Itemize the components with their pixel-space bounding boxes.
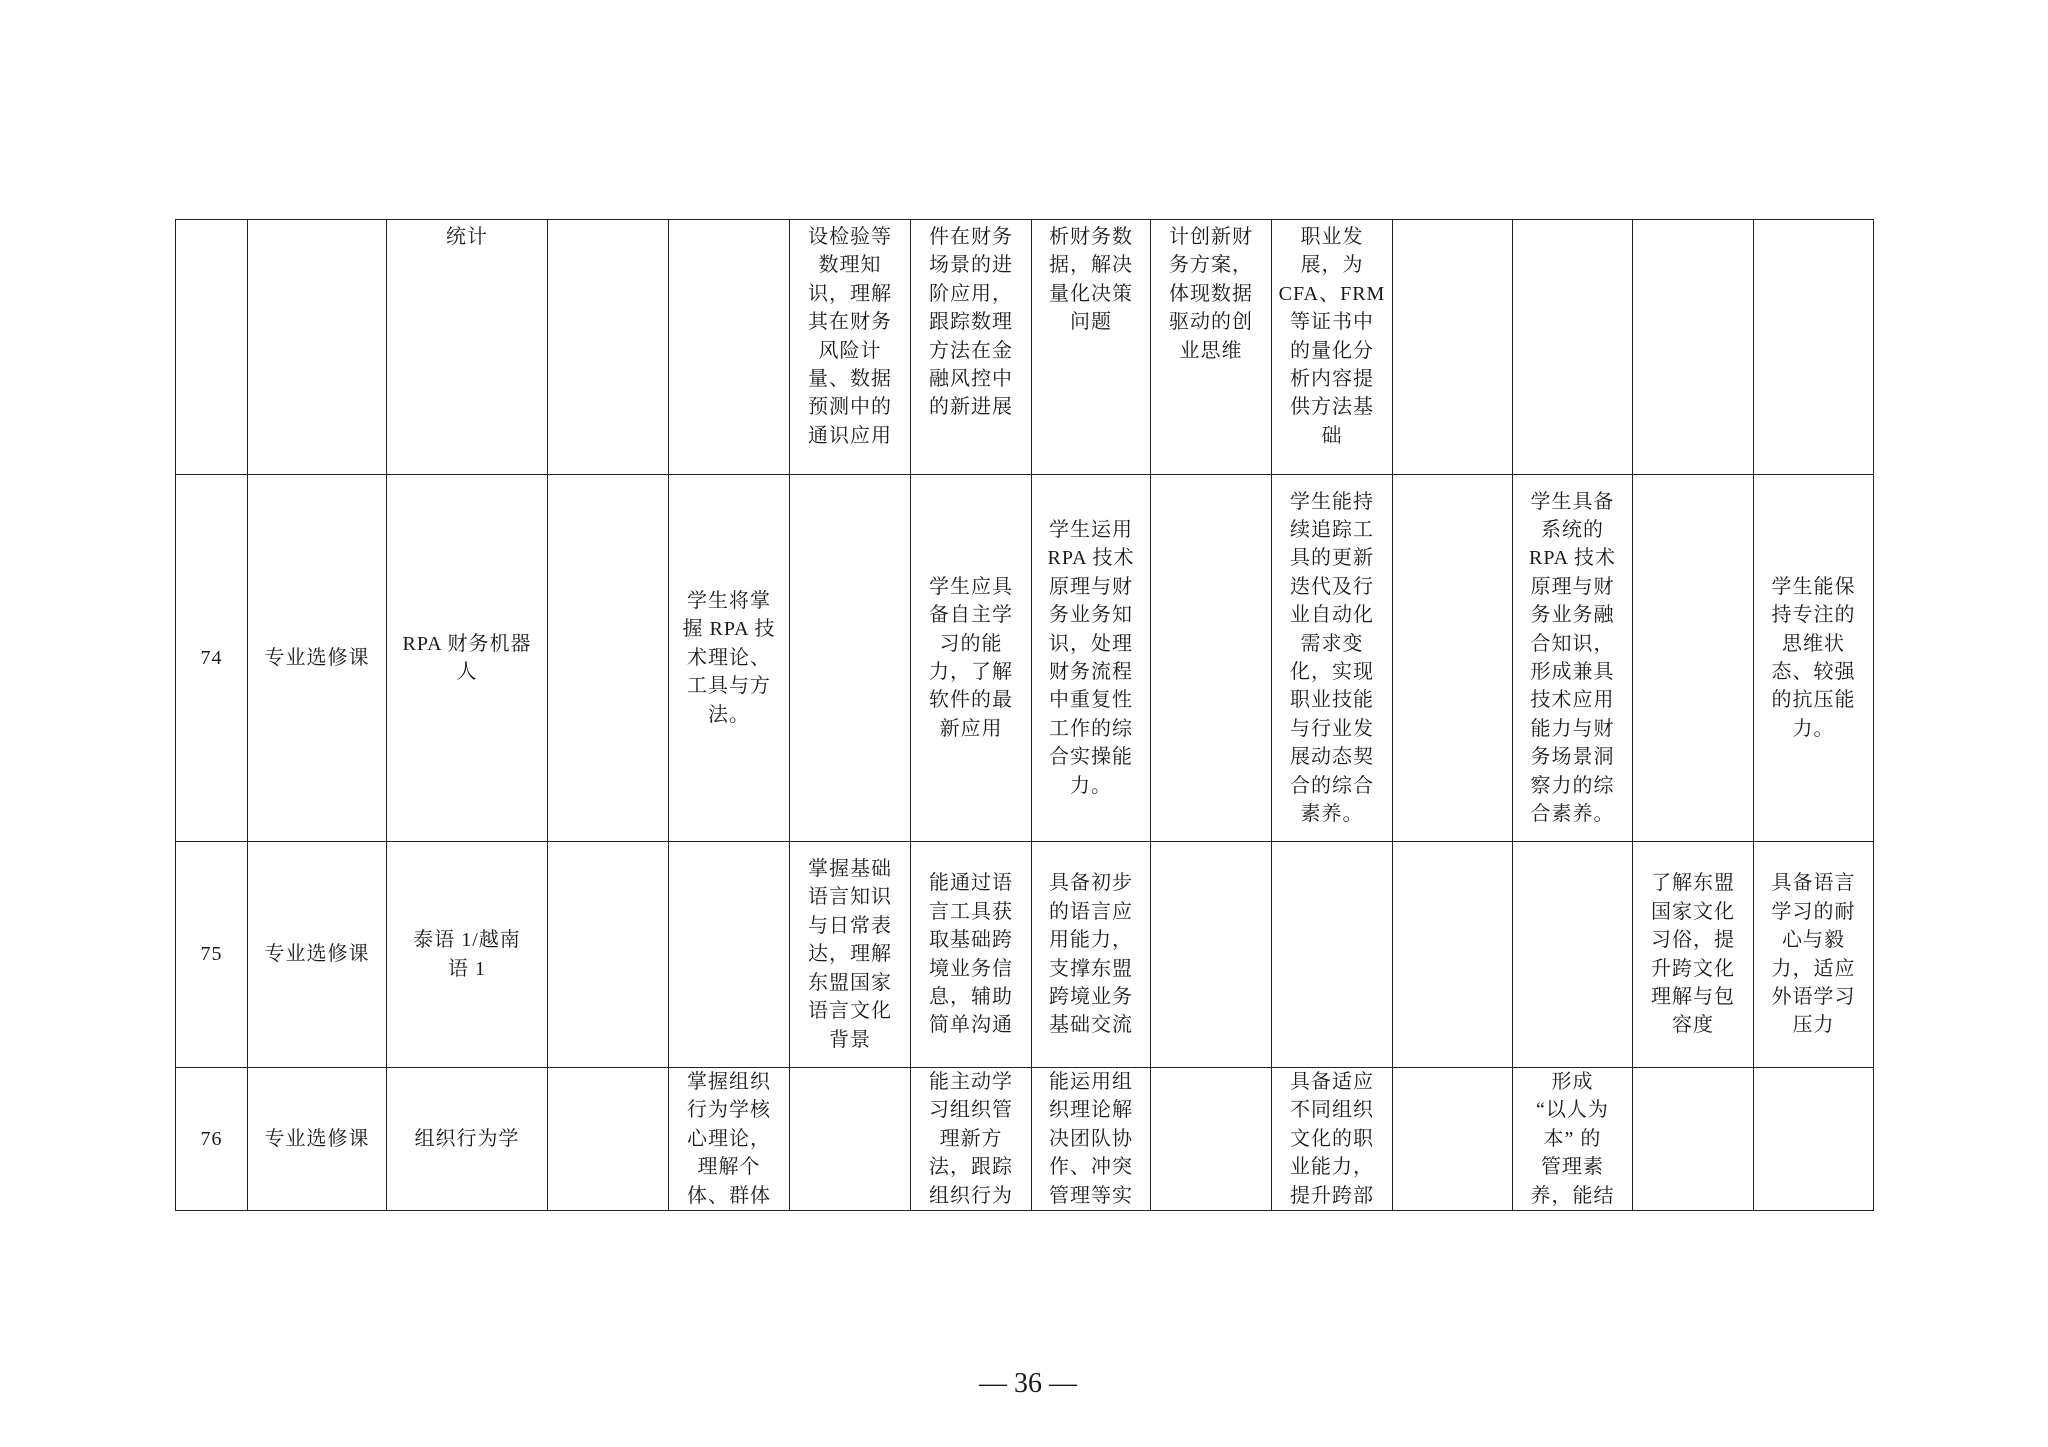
course-type-cell — [248, 220, 387, 475]
table-row — [176, 475, 1874, 842]
course-type-cell: 专业选修课 — [248, 842, 387, 1068]
table-cell — [1513, 842, 1633, 1068]
table-cell: 设检验等 数理知 识，理解 其在财务 风险计 量、数据 预测中的 通识应用 — [790, 220, 911, 475]
table-cell: 计创新财 务方案， 体现数据 驱动的创 业思维 — [1151, 220, 1272, 475]
table-cell — [1633, 475, 1754, 842]
table-cell — [1513, 220, 1633, 475]
course-type-cell: 专业选修课 — [248, 1068, 387, 1211]
table-cell: 掌握组织 行为学核 心理论， 理解个 体、群体 — [669, 1068, 790, 1211]
table-cell — [1151, 475, 1272, 842]
table-cell — [548, 475, 669, 842]
table-cell: 形成 “以人为 本” 的 管理素 养，能结 — [1513, 1068, 1633, 1211]
table-cell: 学生将掌 握 RPA 技 术理论、 工具与方 法。 — [669, 475, 790, 842]
table-cell: 学生能持 续追踪工 具的更新 迭代及行 业自动化 需求变 化，实现 职业技能 与行业发 展动态契 合的综合 素养。 — [1272, 475, 1393, 842]
course-table — [175, 219, 1874, 1211]
row-number-cell: 74 — [176, 475, 248, 842]
table-cell — [1393, 475, 1513, 842]
table-cell — [669, 220, 790, 475]
table-cell — [1633, 1068, 1754, 1211]
table-cell — [669, 842, 790, 1068]
table-cell — [548, 842, 669, 1068]
course-name-cell: 组织行为学 — [387, 1068, 548, 1211]
table-cell: 职业发 展，为 CFA、FRM 等证书中 的量化分 析内容提 供方法基 础 — [1272, 220, 1393, 475]
course-name-cell: RPA 财务机器 人 — [387, 475, 548, 842]
table-cell: 具备语言 学习的耐 心与毅 力，适应 外语学习 压力 — [1754, 842, 1874, 1068]
table-cell: 具备初步 的语言应 用能力， 支撑东盟 跨境业务 基础交流 — [1032, 842, 1151, 1068]
table-row — [176, 842, 1874, 1068]
table-cell: 学生应具 备自主学 习的能 力，了解 软件的最 新应用 — [911, 475, 1032, 842]
page-number: — 36 — — [979, 1368, 1077, 1399]
row-number-cell: 75 — [176, 842, 248, 1068]
table-row — [176, 220, 1874, 475]
course-type-cell: 专业选修课 — [248, 475, 387, 842]
table-cell — [1754, 1068, 1874, 1211]
table-cell: 学生能保 持专注的 思维状 态、较强 的抗压能 力。 — [1754, 475, 1874, 842]
row-number-cell — [176, 220, 248, 475]
table-cell — [1633, 220, 1754, 475]
table-row — [176, 1068, 1874, 1211]
table-cell: 能通过语 言工具获 取基础跨 境业务信 息，辅助 简单沟通 — [911, 842, 1032, 1068]
row-number-cell: 76 — [176, 1068, 248, 1211]
table-cell — [1754, 220, 1874, 475]
table-cell — [1272, 842, 1393, 1068]
course-name-cell: 泰语 1/越南 语 1 — [387, 842, 548, 1068]
table-cell: 具备适应 不同组织 文化的职 业能力， 提升跨部 — [1272, 1068, 1393, 1211]
table-cell: 了解东盟 国家文化 习俗，提 升跨文化 理解与包 容度 — [1633, 842, 1754, 1068]
table-cell: 学生运用 RPA 技术 原理与财 务业务知 识，处理 财务流程 中重复性 工作的综 合实操能 力。 — [1032, 475, 1151, 842]
table-cell — [1393, 842, 1513, 1068]
table-cell: 掌握基础 语言知识 与日常表 达，理解 东盟国家 语言文化 背景 — [790, 842, 911, 1068]
table-cell — [1393, 1068, 1513, 1211]
table-cell — [548, 220, 669, 475]
table-cell: 能主动学 习组织管 理新方 法，跟踪 组织行为 — [911, 1068, 1032, 1211]
table-cell — [1151, 1068, 1272, 1211]
table-cell — [1151, 842, 1272, 1068]
table-cell — [790, 1068, 911, 1211]
table-cell: 件在财务 场景的进 阶应用， 跟踪数理 方法在金 融风控中 的新进展 — [911, 220, 1032, 475]
course-name-cell: 统计 — [387, 220, 548, 475]
table-cell — [1393, 220, 1513, 475]
table-cell — [548, 1068, 669, 1211]
table-cell: 能运用组 织理论解 决团队协 作、冲突 管理等实 — [1032, 1068, 1151, 1211]
table-cell — [790, 475, 911, 842]
table-cell: 学生具备 系统的 RPA 技术 原理与财 务业务融 合知识， 形成兼具 技术应用 能力与财 务场景洞 察力的综 合素养。 — [1513, 475, 1633, 842]
table-cell: 析财务数 据，解决 量化决策 问题 — [1032, 220, 1151, 475]
